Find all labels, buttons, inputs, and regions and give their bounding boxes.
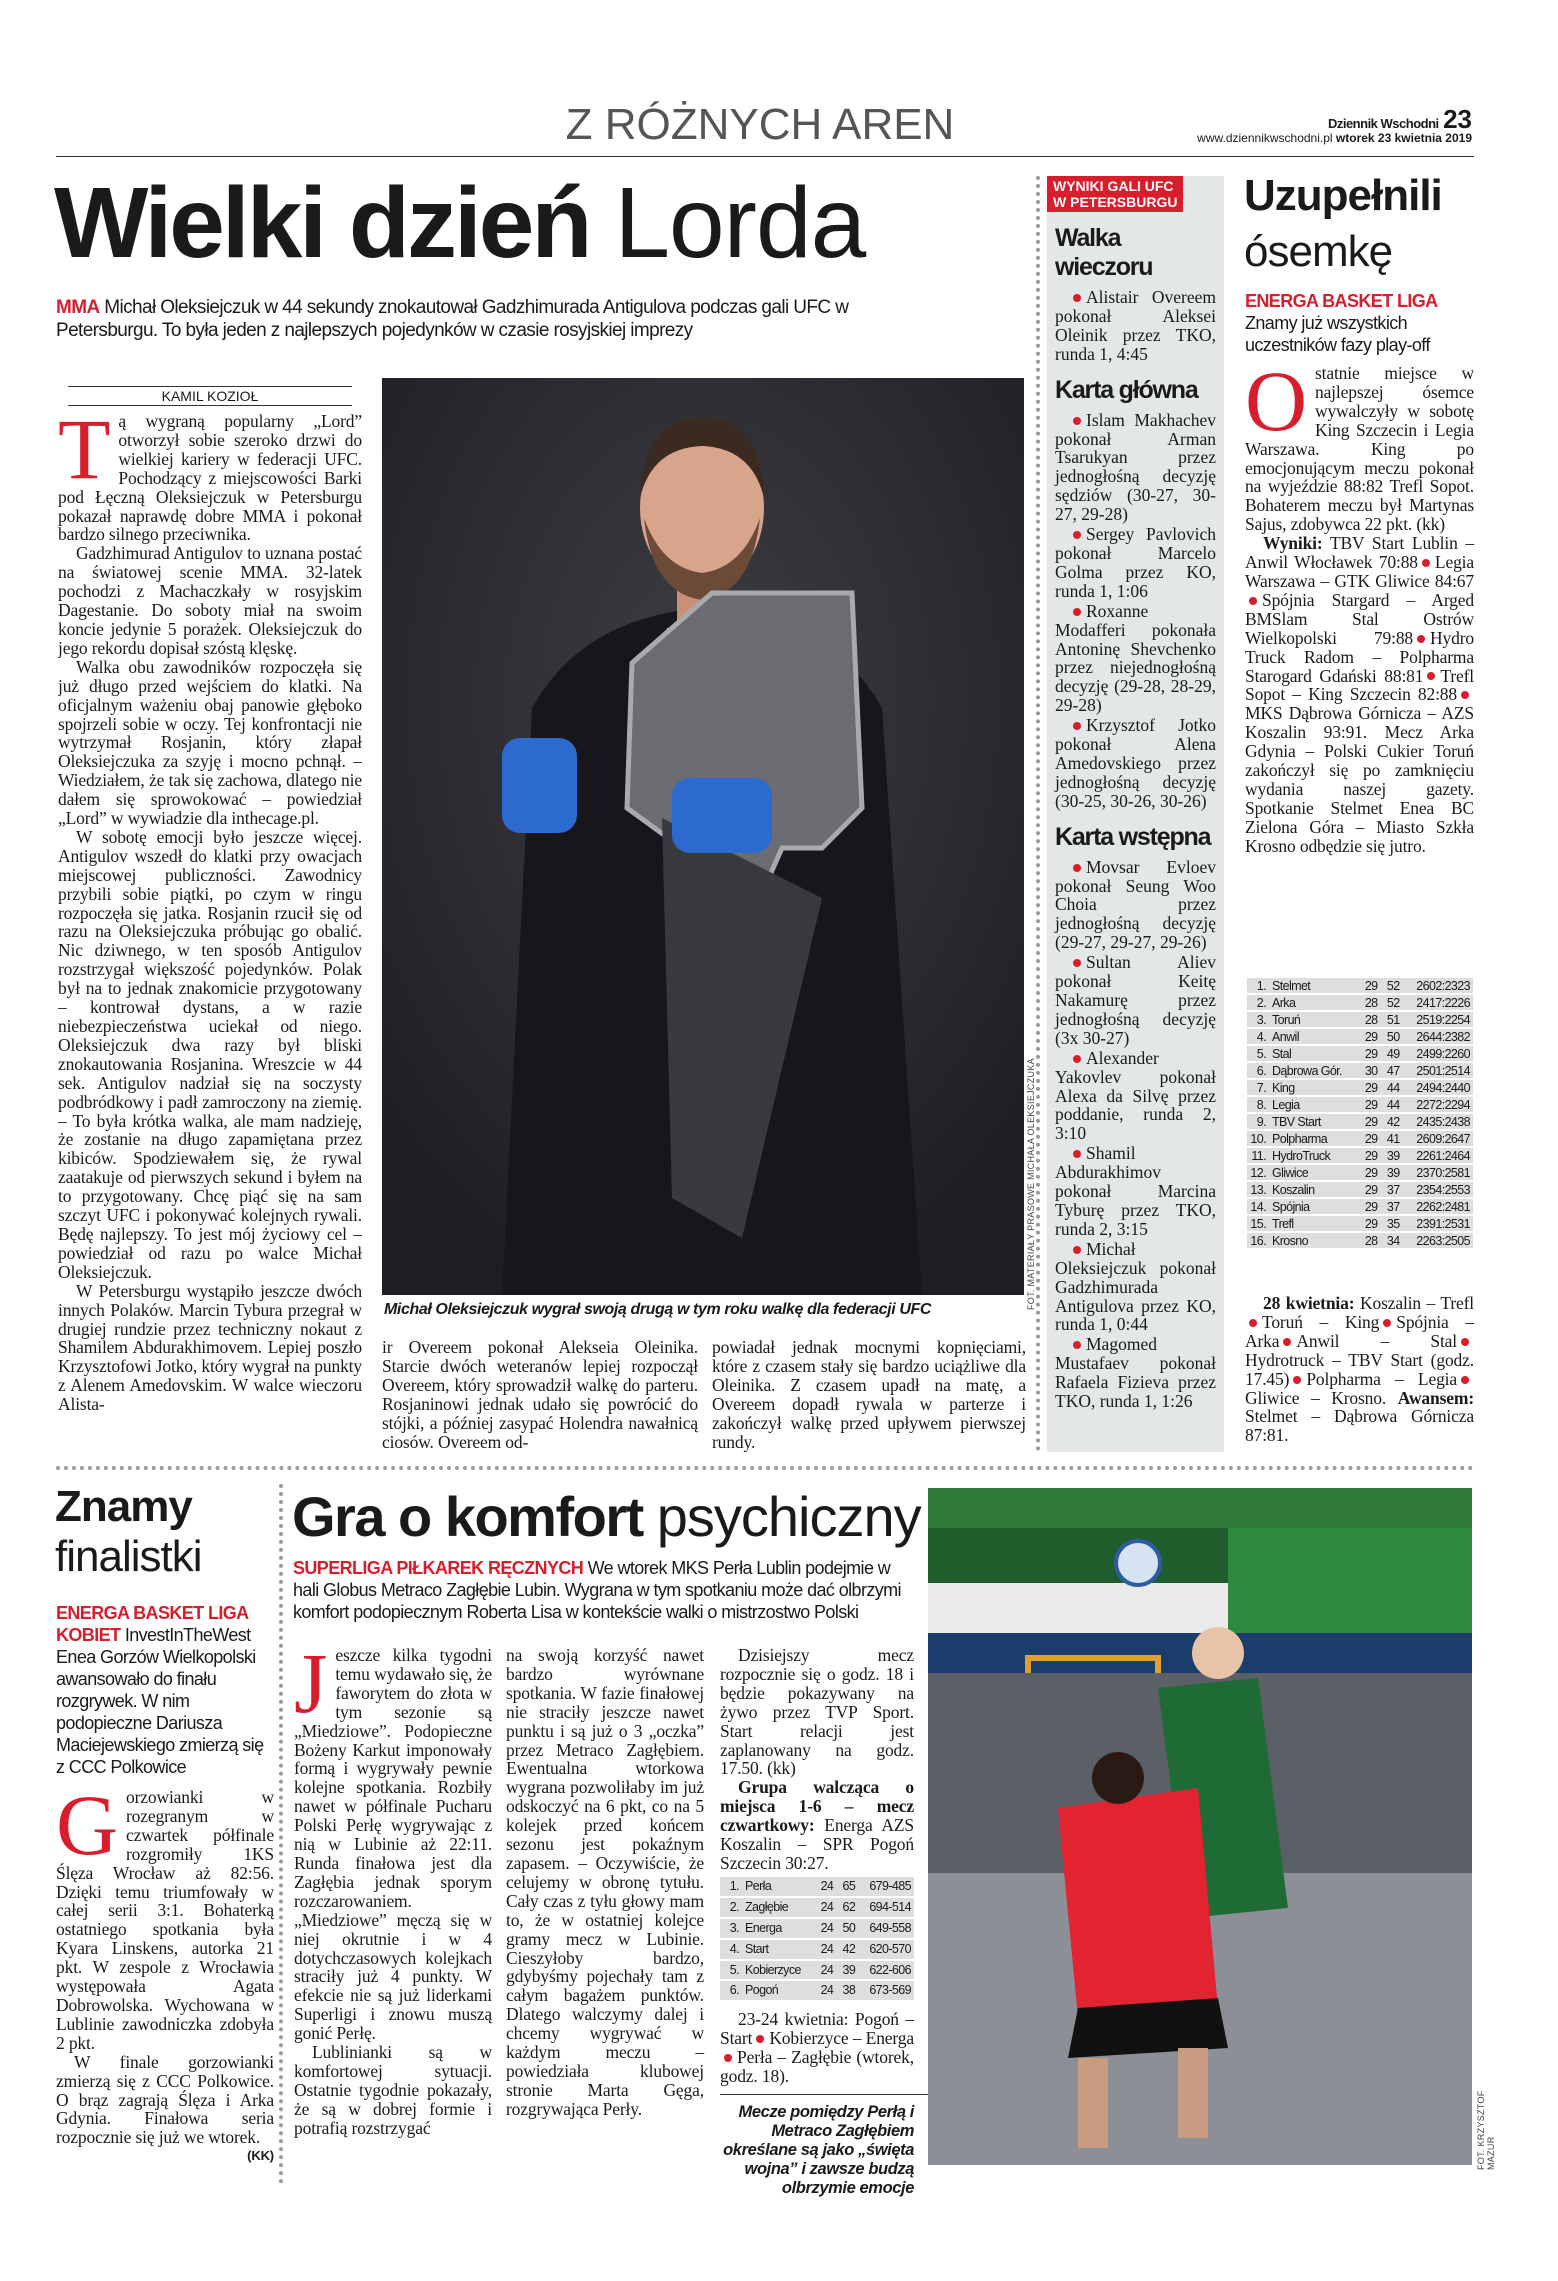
bullet-icon: [1073, 1341, 1081, 1349]
games-cell: 29: [1358, 1046, 1380, 1061]
paragraph: Dzisiejszy mecz rozpocznie się o godz. 18 i będzie pokazywany na żywo przez TVP Sport. Start relacji jest zaplanowany na godz. 17.50. (kk): [720, 1645, 914, 1779]
table-row: [1247, 1148, 1473, 1163]
table-row: [720, 1961, 914, 1980]
score-cell: 679-485: [858, 1877, 914, 1896]
table-row: [720, 1898, 914, 1917]
section-title: Z RÓŻNYCH AREN: [565, 100, 955, 149]
quote-rule: [720, 2094, 928, 2095]
drop-cap: G: [56, 1777, 118, 1873]
score-cell: 622-606: [858, 1961, 914, 1980]
rank-cell: 2.: [1247, 995, 1269, 1010]
promotion-label: Awansem:: [1397, 1387, 1474, 1408]
rank-cell: 11.: [1247, 1148, 1269, 1163]
basket-headline-light: ósemkę: [1244, 227, 1393, 276]
points-cell: 49: [1381, 1046, 1403, 1061]
bullet-icon: [1422, 559, 1430, 567]
points-cell: 50: [1381, 1029, 1403, 1044]
team-cell: HydroTruck: [1269, 1148, 1358, 1163]
handball-kicker: SUPERLIGA PIŁKAREK RĘCZNYCH: [293, 1558, 584, 1578]
score-cell: 2417:2226: [1403, 995, 1473, 1010]
sidebar-label-line: WYNIKI GALI UFC: [1053, 178, 1174, 194]
bullet-icon: [1073, 722, 1081, 730]
team-cell: Kobierzyce: [742, 1961, 814, 1980]
fight-result-text: Sultan Aliev pokonał Keitę Nakamurę przez jednogłośną decyzję (3x 30-27): [1055, 952, 1216, 1048]
page-number: 23: [1443, 104, 1472, 134]
bullet-icon: [1417, 635, 1425, 643]
team-cell: Stelmet: [1269, 978, 1358, 993]
handball-col-2: [506, 1646, 704, 2119]
fight-result-text: Sergey Pavlovich pokonał Marcelo Golma przez KO, runda 1, 1:06: [1055, 524, 1216, 601]
list-entry: TBV Start Lublin – Anwil Włocławek 70:88: [1245, 533, 1474, 573]
rank-cell: 6.: [1247, 1063, 1269, 1078]
points-cell: 44: [1381, 1097, 1403, 1112]
table-row: [720, 1981, 914, 2000]
handball-photo: [928, 1488, 1472, 2165]
team-cell: Toruń: [1269, 1012, 1358, 1027]
list-entry: Perła – Zagłębie (wtorek, godz. 18).: [720, 2047, 914, 2087]
table-row: [1247, 978, 1473, 993]
points-cell: 39: [1381, 1165, 1403, 1180]
sidebar-section-title: Karta wstępna: [1055, 822, 1211, 851]
fight-result-text: Krzysztof Jotko pokonał Alena Amedovskiego przez jednogłośną decyzję (30-25, 30-26, 30-26): [1055, 715, 1216, 811]
team-cell: Pogoń: [742, 1981, 814, 2000]
games-cell: 29: [1358, 1080, 1380, 1095]
points-cell: 52: [1381, 995, 1403, 1010]
points-cell: 62: [836, 1898, 858, 1917]
rank-cell: 3.: [1247, 1012, 1269, 1027]
handball-headline-bold: Gra o komfort: [292, 1485, 643, 1548]
fight-result-text: Michał Oleksiejczuk pokonał Gadzhimurada Antigulova przez KO, runda 1, 0:44: [1055, 1238, 1216, 1335]
author-byline: [68, 386, 352, 406]
points-cell: 35: [1381, 1216, 1403, 1231]
score-cell: 2435:2438: [1403, 1114, 1473, 1129]
fight-result: [1055, 525, 1216, 601]
basket-deck: [1245, 290, 1475, 356]
bullet-icon: [1461, 1376, 1469, 1384]
site-url[interactable]: www.dziennikwschodni.pl: [1197, 131, 1333, 145]
rank-cell: 15.: [1247, 1216, 1269, 1231]
score-cell: 2262:2481: [1403, 1199, 1473, 1214]
bullet-icon: [1283, 1338, 1291, 1346]
glove-right: [672, 778, 772, 853]
women-deck-text: InvestInTheWest Enea Gorzów Wielkopolski awansowało do finału rozgrywek. W nim podopieczne Dariusza Maciejewskiego zmierzą się z CCC Polkowice: [56, 1625, 264, 1777]
table-row: [1247, 995, 1473, 1010]
table-row: [1247, 1182, 1473, 1197]
fight-result: [1055, 288, 1216, 364]
sidebar-section-title: Walka wieczoru: [1055, 224, 1153, 281]
table-row: [1247, 1199, 1473, 1214]
table-row: [1247, 1097, 1473, 1112]
points-cell: 44: [1381, 1080, 1403, 1095]
section-divider: [56, 1466, 1474, 1470]
handball-photo-illustration: [928, 1488, 1472, 2165]
drop-cap: O: [1245, 353, 1307, 449]
games-cell: 28: [1358, 1012, 1380, 1027]
bullet-icon: [1073, 864, 1081, 872]
masthead-info: [1197, 104, 1472, 145]
fight-result: [1055, 716, 1216, 811]
list-entry: Spójnia – Arka: [1245, 1311, 1474, 1351]
column-divider: [279, 1484, 283, 2184]
rank-cell: 9.: [1247, 1114, 1269, 1129]
table-row: [1247, 1046, 1473, 1061]
score-cell: 2391:2531: [1403, 1216, 1473, 1231]
paragraph: ir Overeem pokonał Alekseia Oleinika. Starcie dwóch weteranów lepiej rozpoczął Overeem, który sprowadził walkę do parteru. Rosjaninowi jednak udało się powrócić do stójki, a później zasypać Holendra nawałnicą ciosów. Overeem od-: [382, 1337, 698, 1452]
paragraph: statnie miejsce w najlepszej ósemce wywalczyły w sobotę King Szczecin i Legia Warszawa. King po emocjonującym meczu pokonał na wyjeździe 88:82 Trefl Sopot. Bohaterem meczu był Martynas Sajus, zdobywca 22 pkt. (kk): [1245, 363, 1474, 535]
paragraph: powiadał jednak mocnymi kopnięciami, które z czasem stały się bardzo uciążliwe dla Oleinika. Z czasem upadł na matę, a Overeem dopadł rywala w parterze i zakończył walkę przed upływem pierwszej rundy.: [712, 1337, 1026, 1452]
fixtures-label: 28 kwietnia:: [1263, 1293, 1355, 1313]
basket-fixtures: [1245, 1294, 1474, 1445]
handball-deck: [293, 1557, 913, 1623]
bullet-icon: [756, 2035, 764, 2043]
rank-cell: 10.: [1247, 1131, 1269, 1146]
bullet-icon: [1461, 691, 1469, 699]
rank-cell: 2.: [720, 1898, 742, 1917]
bullet-icon: [1073, 417, 1081, 425]
team-cell: Anwil: [1269, 1029, 1358, 1044]
paragraph: Walka obu zawodników rozpoczęła się już długo przed wejściem do klatki. Na oficjalnym ważeniu obaj panowie głęboko spojrzeli sobie w oczy. Tej konfrontacji nie wytrzymał Rosjanin, który złapał Oleksiejczuka za szyję i mocno pchnął. – Wiedziałem, że tak się zachowa, dlatego nie dałem się sprowokować – powiedział „Lord” w wywiadzie dla inthecage.pl.: [58, 656, 362, 829]
points-cell: 42: [836, 1940, 858, 1959]
bullet-icon: [1293, 1376, 1301, 1384]
fight-result-text: Shamil Abdurakhimov pokonał Marcina Tyburę przez TKO, runda 2, 3:15: [1055, 1143, 1216, 1239]
main-headline-bold: Wielki dzień: [54, 167, 590, 279]
fixtures-label: 23-24 kwietnia:: [738, 2009, 849, 2030]
team-cell: Polpharma: [1269, 1131, 1358, 1146]
main-headline-light: Lorda: [614, 167, 866, 279]
list-entry: Legia Warszawa – GTK Gliwice 84:67: [1245, 552, 1474, 591]
basket-headline-bold: Uzupełnili: [1244, 171, 1442, 220]
pull-quote: Mecze pomiędzy Perłą i Metraco Zagłębiem określane są jako „święta wojna” i zawsze budzą olbrzymie emocje: [723, 2102, 914, 2197]
fight-result: [1055, 602, 1216, 715]
rank-cell: 5.: [720, 1961, 742, 1980]
points-cell: 52: [1381, 978, 1403, 993]
paragraph: eszcze kilka tygodni temu wydawało się, że faworytem do złota w tym sezonie są „Miedziowe”. Podopieczne Bożeny Karkut imponowały formą i wygrywały pewnie kolejne spotkania. Rozbiły nawet w półfinale Pucharu Polski Perłę wygrywając z nią w Lubinie aż 22:11. Runda finałowa jest dla Zagłębia jednak sporym rozczarowaniem. „Miedziowe” męczą się w niej okrutnie i w 4 dotychczasowych kolejkach straciły już 4 punkty. W efekcie nie są już liderkami Superligi i znowu muszą gonić Perłę.: [294, 1645, 492, 2044]
bullet-icon: [1461, 1338, 1469, 1346]
paragraph: W sobotę emocji było jeszcze więcej. Antigulov wszedł do klatki przy owacjach miejscowej publiczności. Zawodnicy przybili sobie piątki, po czym w ringu rozpoczęła się jatka. Rosjanin rzucił się od razu na Oleksiejczuka próbując go obalić. Nic dziwnego, w ten sposób Antigulov rozstrzygał większość pojedynków. Polak był na to jednak znakomicie przygotowany – kontrował dystans, a w razie niebezpieczeństwa uciekał od niego. Oleksiejczuk dwa razy był bliski znokautowania Rosjanina. Wreszcie w 44 sek. Antigulov nadział się na soczysty podbródkowy i padł zamroczony na ziemię. – To była krótka walka, ale mam nadzieję, że zostanie na długo zapamiętana przez kibiców. Spodziewałem się, że rywal zaatakuje od pierwszych sekund i byłem na to przygotowany. Chcę piąć się na sam szczyt UFC i pokonywać kolejnych rywali. Będę najlepszy. To jest mój życiowy cel – powiedział od razu po walce Michał Oleksiejczuk.: [58, 826, 362, 1282]
main-col-2: [382, 1338, 698, 1451]
score-cell: 2272:2294: [1403, 1097, 1473, 1112]
table-row: [720, 1877, 914, 1896]
fight-result: [1055, 1335, 1216, 1411]
paragraph: orzowianki w rozegranym w czwartek półfinale rozgromiły 1KS Ślęza Wrocław aż 82:56. Dzięki temu triumfowały w całej serii 3:1. Bohaterką ostatniego spotkania była Kyara Linskens, autorka 21 pkt. W zespole z Wrocławia występowała Agata Dobrowolska. Wychowana w Lublinie zawodniczka zdobyła 2 pkt.: [56, 1787, 274, 2053]
list-entry: Anwil – Stal: [1296, 1330, 1457, 1351]
games-cell: 24: [814, 1981, 836, 2000]
women-kicker: ENERGA BASKET LIGA KOBIET: [56, 1603, 248, 1645]
bullet-icon: [724, 2054, 732, 2062]
team-cell: Energa: [742, 1919, 814, 1938]
score-cell: 673-569: [858, 1981, 914, 2000]
paragraph: na swoją korzyść nawet bardzo wyrównane spotkania. W fazie finałowej nie straciły jeszcze nawet punktu i są już o 3 „oczka” przez Metraco Zagłębiem. Ewentualna wtorkowa wygrana pozwoliłaby im już odskoczyć na 6 pkt, co na 5 kolejek przed końcem sezonu jest pokaźnym zapasem. – Oczywiście, że celujemy w obronę tytułu. Cały czas z tyłu głowy mam to, że w ostatniej kolejce gramy mecz w Lubinie. Cieszyłoby bardzo, gdybyśmy pojechały tam z całym bagażem punktów. Dlatego walczymy dalej i chcemy wygrywać w każdym meczu – powiedziała klubowej stronie Marta Gęga, rozgrywająca Perły.: [506, 1645, 704, 2119]
basket-kicker: ENERGA BASKET LIGA: [1245, 291, 1438, 311]
main-deck-text: Michał Oleksiejczuk w 44 sekundy znokautował Gadzhimurada Antigulova podczas gali UFC w Petersburgu. To była jeden z najlepszych pojedynków w czasie rosyjskiej imprezy: [56, 297, 849, 341]
bullet-icon: [1073, 1055, 1081, 1063]
fight-result: [1055, 953, 1216, 1048]
score-cell: 2644:2382: [1403, 1029, 1473, 1044]
list-entry: Toruń – King: [1262, 1311, 1380, 1332]
bullet-icon: [1073, 294, 1081, 302]
rank-cell: 4.: [1247, 1029, 1269, 1044]
list-entry: Hydro Truck Radom – Polpharma Starogard Gdański 88:81: [1245, 627, 1474, 686]
points-cell: 37: [1381, 1182, 1403, 1197]
score-cell: 2494:2440: [1403, 1080, 1473, 1095]
paragraph: W Petersburgu wystąpiło jeszcze dwóch innych Polaków. Marcin Tybura przegrał w drugiej rundzie przez techniczny nokaut z Shamilem Abdurakhimovem. Lepiej poszło Krzysztofowi Jotko, który wygrał na punkty z Alenem Amedovskim. W walce wieczoru Alista-: [58, 1280, 362, 1415]
score-cell: 2370:2581: [1403, 1165, 1473, 1180]
paragraph: Gadzhimurad Antigulov to uznana postać na światowej scenie MMA. 32-latek pochodzi z Machaczkały w rosyjskim Dagestanie. Do soboty miał na swoim koncie jedynie 5 porażek. Oleksiejczuk do jego rekordu dopisał szóstą klęskę.: [58, 543, 362, 658]
women-body: [56, 1777, 274, 2166]
table-row: [1247, 1131, 1473, 1146]
drop-cap: J: [294, 1635, 328, 1731]
handball-col-1: [294, 1635, 492, 2138]
team-cell: Krosno: [1269, 1233, 1358, 1248]
column-divider: [1036, 176, 1040, 1452]
score-cell: 649-558: [858, 1919, 914, 1938]
table-row: [1247, 1165, 1473, 1180]
points-cell: 47: [1381, 1063, 1403, 1078]
main-kicker: MMA: [56, 297, 100, 318]
fight-result-text: Islam Makhachev pokonał Arman Tsarukyan przez jednogłośną decyzję sędziów (30-27, 30-27, 29-28): [1055, 409, 1216, 525]
points-cell: 51: [1381, 1012, 1403, 1027]
results-list: [1245, 533, 1474, 856]
team-cell: Start: [742, 1940, 814, 1959]
points-cell: 42: [1381, 1114, 1403, 1129]
women-deck: [56, 1602, 274, 1778]
table-row: [1247, 1114, 1473, 1129]
list-entry: MKS Dąbrowa Górnicza – AZS Koszalin 93:91. Mecz Arka Gdynia – Polski Cukier Toruń zakończył się po zamknięciu wydania naszej gazety. Spotkanie Stelmet Enea BC Zielona Góra – Miasto Szkła Krosno odbędzie się jutro.: [1245, 703, 1474, 856]
list-entry: Trefl Sopot – King Szczecin 82:88: [1245, 665, 1474, 705]
main-photo-credit: FOT. MATERIAŁY PRASOWE MICHAŁA OLEKSIEJCZUKA: [1026, 1058, 1036, 1310]
sidebar-label-line: W PETERSBURGU: [1053, 194, 1178, 210]
rank-cell: 14.: [1247, 1199, 1269, 1214]
points-cell: 39: [1381, 1148, 1403, 1163]
rank-cell: 3.: [720, 1919, 742, 1938]
rank-cell: 5.: [1247, 1046, 1269, 1061]
team-cell: Perła: [742, 1877, 814, 1896]
fight-result: [1055, 1144, 1216, 1239]
games-cell: 24: [814, 1877, 836, 1896]
bullet-icon: [1073, 1246, 1081, 1254]
paragraph: ą wygraną popularny „Lord” otworzył sobie szeroko drzwi do wielkiej kariery w federacji UFC. Pochodzący z miejscowości Barki pod Łęczną Oleksiejczuk w Petersburgu pokazał naprawdę dobre MMA i pokonał bardzo silnego przeciwnika.: [58, 411, 362, 545]
list-entry: Kobierzyce – Energa: [769, 2028, 914, 2049]
handball-headline: [292, 1484, 921, 1551]
score-cell: 2263:2505: [1403, 1233, 1473, 1248]
team-cell: Koszalin: [1269, 1182, 1358, 1197]
rank-cell: 1.: [1247, 978, 1269, 993]
table-row: [1247, 1063, 1473, 1078]
points-cell: 50: [836, 1919, 858, 1938]
games-cell: 24: [814, 1898, 836, 1917]
points-cell: 65: [836, 1877, 858, 1896]
women-headline: [55, 1482, 202, 1582]
games-cell: 24: [814, 1919, 836, 1938]
team-cell: Stal: [1269, 1046, 1358, 1061]
score-cell: 2602:2323: [1403, 978, 1473, 993]
paragraph: W finale gorzowianki zmierzą się z CCC Polkowice. O brąz zagrają Ślęza i Arka Gdynia. Finałowa seria rozpocznie się już we wtorek.: [56, 2051, 274, 2148]
team-cell: King: [1269, 1080, 1358, 1095]
bullet-icon: [1427, 672, 1435, 680]
team-cell: TBV Start: [1269, 1114, 1358, 1129]
points-cell: 41: [1381, 1131, 1403, 1146]
signature: (KK): [247, 2148, 274, 2164]
table-row: [1247, 1012, 1473, 1027]
sidebar-section-title: Karta główna: [1055, 375, 1198, 404]
table-row: [720, 1940, 914, 1959]
issue-date: wtorek 23 kwietnia 2019: [1335, 131, 1472, 145]
fight-result: [1055, 1049, 1216, 1144]
basket-standings-table: [1247, 976, 1473, 1250]
bullet-icon: [1249, 1319, 1257, 1327]
list-entry: Gliwice – Krosno.: [1245, 1387, 1387, 1408]
table-row: [1247, 1216, 1473, 1231]
list-entry: Polpharma – Legia: [1306, 1368, 1457, 1389]
paragraph: Lublinianki są w komfortowej sytuacji. Ostatnie tygodnie pokazały, że są w dobrej formie i potrafią rozstrzygać: [294, 2042, 492, 2138]
basket-deck-text: Znamy już wszystkich uczestników fazy play-off: [1245, 313, 1430, 355]
games-cell: 29: [1358, 978, 1380, 993]
rank-cell: 1.: [720, 1877, 742, 1896]
main-col-3: [712, 1338, 1026, 1451]
sidebar-label: [1047, 176, 1183, 212]
fight-result-text: Alistair Overeem pokonał Aleksei Oleinik przez TKO, runda 1, 4:45: [1055, 287, 1216, 364]
team-cell: Trefl: [1269, 1216, 1358, 1231]
score-cell: 2499:2260: [1403, 1046, 1473, 1061]
team-cell: Zagłębie: [742, 1898, 814, 1917]
score-cell: 2261:2464: [1403, 1148, 1473, 1163]
handball-standings-table: [720, 1875, 914, 2002]
author-name: KAMIL KOZIOŁ: [161, 388, 259, 404]
games-cell: 30: [1358, 1063, 1380, 1078]
fight-result-text: Roxanne Modafferi pokonała Antoninę Shevchenko przez niejednogłośną decyzję (29-28, 28-29, 29-28): [1055, 600, 1216, 716]
fight-result-text: Magomed Mustafaev pokonał Rafaela Fizieva przez TKO, runda 1, 1:26: [1055, 1334, 1216, 1412]
list-entry: Pogoń – Start: [720, 2009, 915, 2049]
basket-headline: [1244, 168, 1484, 280]
games-cell: 29: [1358, 1182, 1380, 1197]
rank-cell: 6.: [720, 1981, 742, 2000]
ball: [1116, 1541, 1160, 1585]
table-row: [720, 1919, 914, 1938]
games-cell: 24: [814, 1961, 836, 1980]
games-cell: 29: [1358, 1114, 1380, 1129]
fighter-photo-illustration: [382, 378, 1024, 1295]
header-rule: [56, 156, 1474, 157]
team-cell: Spójnia: [1269, 1199, 1358, 1214]
table-row: [1247, 1233, 1473, 1248]
score-cell: 2609:2647: [1403, 1131, 1473, 1146]
main-photo-caption: Michał Oleksiejczuk wygrał swoją drugą w tym roku walkę dla federacji UFC: [384, 1301, 931, 1318]
team-cell: Arka: [1269, 995, 1358, 1010]
rank-cell: 8.: [1247, 1097, 1269, 1112]
main-body-col1: [58, 401, 362, 1415]
games-cell: 28: [1358, 1233, 1380, 1248]
points-cell: 39: [836, 1961, 858, 1980]
results-label: Wyniki:: [1263, 533, 1323, 554]
games-cell: 29: [1358, 1216, 1380, 1231]
team-cell: Gliwice: [1269, 1165, 1358, 1180]
table-row: [1247, 1080, 1473, 1095]
handball-deck-text: We wtorek MKS Perła Lublin podejmie w hali Globus Metraco Zagłębie Lubin. Wygrana w tym spotkaniu może dać olbrzymi komfort podopiecznym Roberta Lisa w kontekście walki o mistrzostwo Polski: [293, 1558, 901, 1622]
ufc-sections: [1055, 224, 1216, 1411]
fight-result-text: Movsar Evloev pokonał Seung Woo Choia przez jednogłośną decyzję (29-27, 29-27, 29-26): [1055, 856, 1216, 953]
main-col-1: [58, 386, 362, 1452]
drop-cap: T: [58, 401, 111, 497]
promotion-text: Stelmet – Dąbrowa Górnicza 87:81.: [1245, 1406, 1474, 1446]
bullet-icon: [1073, 531, 1081, 539]
handball-headline-light: psychiczny: [656, 1485, 921, 1548]
list-entry: Spójnia Stargard – Arged BMSlam Stal Ostrów Wielkopolski 79:88: [1245, 589, 1474, 648]
rank-cell: 13.: [1247, 1182, 1269, 1197]
games-cell: 24: [814, 1940, 836, 1959]
ufc-results-sidebar: [1047, 176, 1224, 1452]
score-cell: 2519:2254: [1403, 1012, 1473, 1027]
score-cell: 2501:2514: [1403, 1063, 1473, 1078]
main-deck: [56, 296, 936, 342]
team-cell: Dąbrowa Gór.: [1269, 1063, 1358, 1078]
basket-body: [1245, 353, 1474, 856]
points-cell: 34: [1381, 1233, 1403, 1248]
handball-photo-credit: FOT. KRZYSZTOF MAZUR: [1476, 2090, 1496, 2170]
bullet-icon: [1383, 1319, 1391, 1327]
points-cell: 38: [836, 1981, 858, 2000]
main-photo: [382, 378, 1024, 1295]
points-cell: 37: [1381, 1199, 1403, 1214]
fight-result-text: Alexander Yakovlev pokonał Alexa da Silvę przez poddanie, runda 2, 3:10: [1055, 1047, 1216, 1144]
games-cell: 29: [1358, 1029, 1380, 1044]
list-entry: Hydrotruck – TBV Start (godz. 17.45): [1245, 1349, 1474, 1389]
group-result: Energa AZS Koszalin – SPR Pogoń Szczecin 30:27.: [720, 1815, 914, 1873]
score-cell: 620-570: [858, 1940, 914, 1959]
group-label: Grupa walcząca o miejsca 1-6 – mecz czwartkowy:: [720, 1777, 914, 1836]
score-cell: 2354:2553: [1403, 1182, 1473, 1197]
bullet-icon: [1073, 608, 1081, 616]
games-cell: 29: [1358, 1097, 1380, 1112]
games-cell: 29: [1358, 1131, 1380, 1146]
table-row: [1247, 1029, 1473, 1044]
fight-result: [1055, 411, 1216, 524]
games-cell: 29: [1358, 1165, 1380, 1180]
women-headline-bold: Znamy: [55, 1482, 192, 1531]
list-entry: Koszalin – Trefl: [1359, 1293, 1474, 1313]
games-cell: 29: [1358, 1148, 1380, 1163]
fight-result: [1055, 1240, 1216, 1335]
games-cell: 28: [1358, 995, 1380, 1010]
bullet-icon: [1249, 597, 1257, 605]
bullet-icon: [1073, 1150, 1081, 1158]
rank-cell: 12.: [1247, 1165, 1269, 1180]
main-headline: [54, 168, 865, 279]
score-cell: 694-514: [858, 1898, 914, 1917]
rank-cell: 16.: [1247, 1233, 1269, 1248]
bullet-icon: [1073, 959, 1081, 967]
glove-left: [502, 738, 577, 833]
women-headline-light: finalistki: [55, 1532, 202, 1581]
games-cell: 29: [1358, 1199, 1380, 1214]
rank-cell: 7.: [1247, 1080, 1269, 1095]
player-red: [1058, 1788, 1218, 2018]
paper-name: Dziennik Wschodni: [1327, 116, 1439, 131]
rank-cell: 4.: [720, 1940, 742, 1959]
fight-result: [1055, 858, 1216, 953]
team-cell: Legia: [1269, 1097, 1358, 1112]
handball-col-3: [720, 1646, 914, 2198]
